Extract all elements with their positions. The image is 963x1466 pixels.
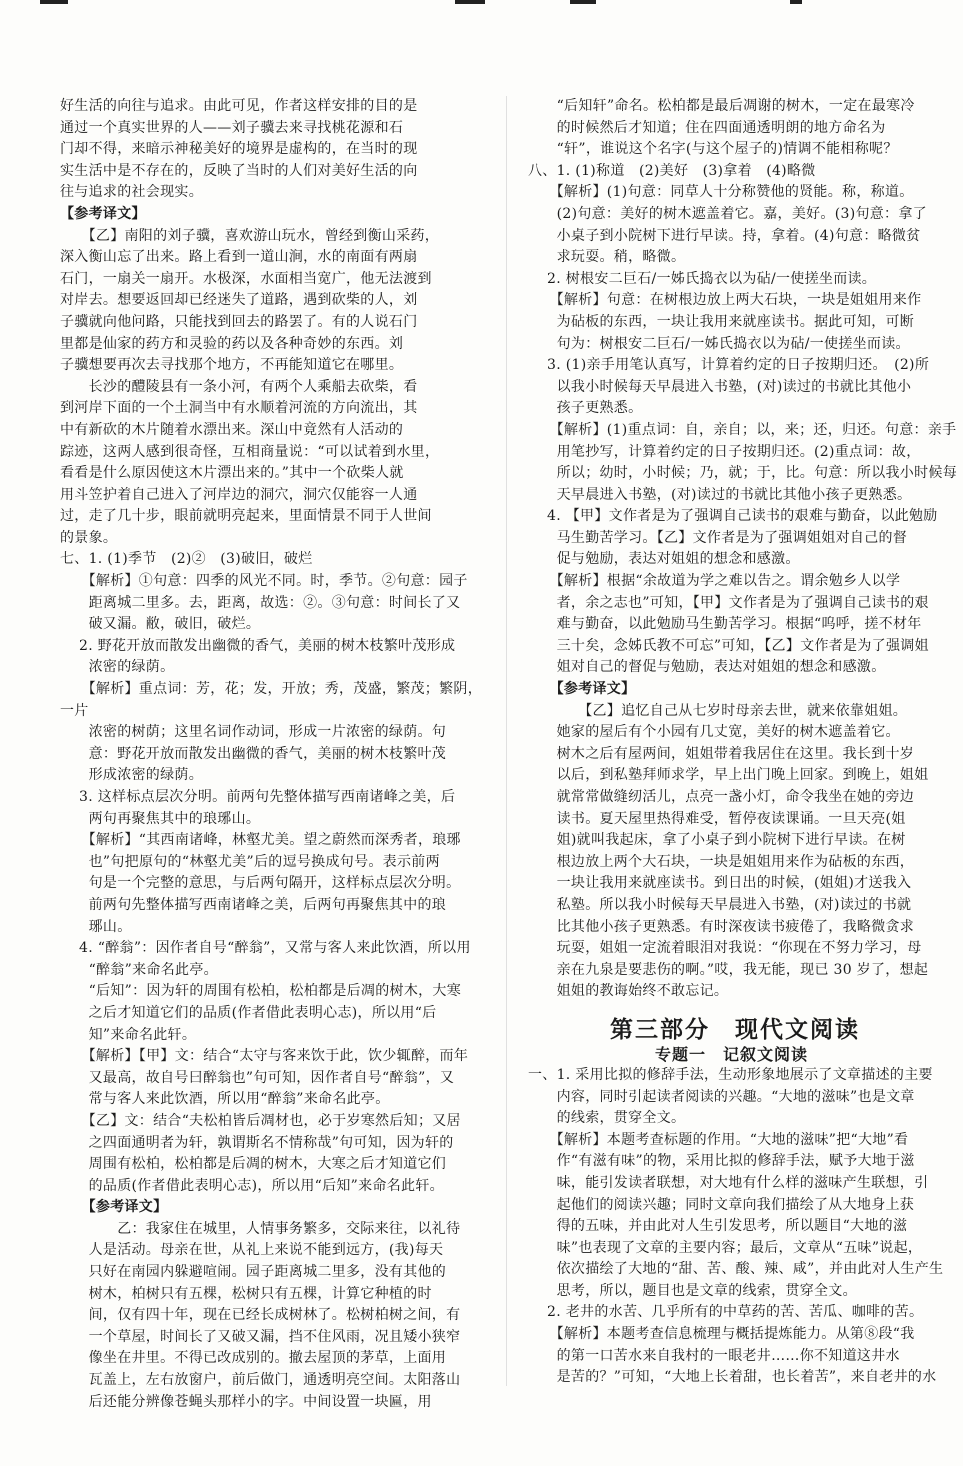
question-7-4: 4. “醉翁”：因作者自号“醉翁”，又常与客人来此饮酒，所以用 “醉翁”来命名此亭。 “后知”：因为轩的周围有松柏，松柏都是后凋的树木，大寒 之后才知道它们的品质(作者借此表明心志)，所以用“后 知”来命名此轩。 — [79, 940, 471, 1043]
part-title: 第三部分 现代文阅读 — [610, 1017, 860, 1043]
question-7-3: 3. 这样标点层次分明。前两句先整体描写西南诸峰之美，后 两句再聚焦其中的琅琊山。 — [79, 789, 456, 827]
translation-paragraph-2: 乙：我家住在城里，人情事务繁多，交际来往，以礼待 人是活动。母亲在世，从礼上来说不能到远方，(我)每天 只好在南园内躲避喧闹。园子距离城二里多，没有其他的 树木，柏树只有五棵，松树只有五棵，计算它种植的时 间，仅有四十年，现在已经长成树林了。松树柏树之间，有 一个草屋，时间长了又破又漏，挡不住风雨，况且矮小狭窄 像坐在井里。不得已改成别的。撤去屋顶的茅草，上面用 瓦盖上，左右放窗户，前后做门，通透明亮空间。太阳落山 后还能分辨像苍蝇头那样小的字。中间设置一块匾，用 — [88, 1220, 461, 1410]
question-7-2-analysis: 【解析】重点词：芳，花；发，开放；秀，茂盛，繁茂；繁阴，一片 浓密的树荫；这里名词作动词，形成一片浓密的绿荫。句 意：野花开放而散发出幽微的香气，美丽的树木枝繁叶茂 形成浓密的绿荫。 — [60, 681, 482, 784]
scan-top-marks — [0, 0, 963, 8]
question-1-2: 2. 老井的水苦、几乎所有的中草药的苦、苦瓜、咖啡的苦。 — [528, 1304, 924, 1321]
ref-translation-label: 【参考译文】 — [60, 205, 146, 222]
translation-paragraph-right: 【乙】追忆自己从七岁时母亲去世，就来依靠姐姐。 她家的屋后有个小园有几丈宽，美好的树木遮盖着它。 树木之后有屋两间，姐姐带着我居住在这里。我长到十岁 以后，到私塾拜师求学，早上出门晚上回家。到晚上，姐姐 就常常做缝纫活儿，点亮一盏小灯，命令我坐在她的旁边 读书。夏天屋里热得难受，暂停夜读课诵。一旦天亮(姐 姐)就叫我起床，拿了小桌子到小院树下进行早读。在树 根边放上两个大石块，一块是姐姐用来作为砧板的东西， 一块让我用来就座读书。到日出的时候，(姐姐)才送我入 私塾。所以我小时候每天早晨进入书塾，(对)读过的书就 比其他小孩子更熟悉。有时深夜读书疲倦了，我略微贪求 玩耍，姐姐一定流着眼泪对我说：“你现在不努力学习，母 亲在九泉是要悲伤的啊。”哎，我无能，现已 30 岁了，想起 姐姐的教诲始终不敢忘记。 — [556, 702, 929, 1000]
question-8-4: 4. 【甲】文作者是为了强调自己读书的艰难与勤奋，以此勉励 马生勤苦学习。【乙】文作者是为了强调姐姐对自己的督 促与勉励，表达对姐姐的想念和感激。 — [547, 508, 938, 568]
question-8-3-analysis: 【解析】(1)重点词：自，亲自；以，来；还，归还。句意：亲手 用笔抄写，计算着约定的日子按期归还。(2)重点词：故， 所以；幼时，小时候；乃，就；于，比。句意：所以我小时候每 天早晨进入书塾，(对)读过的书就比其他小孩子更熟悉。 — [556, 421, 957, 503]
question-8-1-analysis: 【解析】(1)句意：同草人十分称赞他的贤能。称，称道。 (2)句意：美好的树木遮盖着它。嘉，美好。(3)句意：拿了 小桌子到小院树下进行早读。持，拿着。(4)句意：略微贫 求玩耍。稍，略微。 — [556, 184, 927, 266]
question-7-2: 2. 野花开放而散发出幽微的香气，美丽的树木枝繁叶茂形成 浓密的绿荫。 — [79, 637, 456, 676]
right-column — [528, 96, 963, 1389]
question-1-1-analysis: 【解析】本题考查标题的作用。“大地的滋味”把“大地”看 作“有滋有味”的物，采用比拟的修辞手法，赋予大地于滋 味，能引发读者联想，对大地有什么样的滋味产生联想，引 起他们的阅读兴趣；同时文章向我们描绘了从大地身上获 得的五味，并由此对人生引发思考，所以题目“大地的滋 味”也表现了文章的主要内容；最后，文章从“五味”说起， 依次描绘了大地的“甜、苦、酸、辣、咸”，并由此对人生产生 思考，所以，题目也是文章的线索，贯穿全文。 — [556, 1131, 944, 1299]
ref-translation-label-2: 【参考译文】 — [60, 1199, 168, 1216]
question-7-1-analysis: 【解析】①句意：四季的风光不同。时，季节。②句意：园子 距离城二里多。去，距离，故选：②。③句意：时间长了又 破又漏。敝，破旧，破烂。 — [88, 573, 468, 633]
question-1-2-analysis: 【解析】本题考查信息梳理与概括提炼能力。从第⑧段“我 的第一口苦水来自我村的一眼老井……你不知道这井水 是苦的？”可知，“大地上长着甜，也长着苦”，来自老井的水 — [556, 1326, 937, 1386]
question-8-2: 2. 树根安二巨石/一姊氏捣衣以为砧/一使搓坐而读。 — [528, 270, 877, 287]
question-8-2-analysis: 【解析】句意：在树根边放上两大石块，一块是姐姐用来作 为砧板的东西，一块让我用来就座读书。据此可知，可断 句为：树根安二巨石/一姊氏捣衣以为砧/一使搓坐而读。 — [556, 292, 922, 352]
ref-translation-label-right: 【参考译文】 — [528, 681, 636, 698]
question-1-1: 一、1. 采用比拟的修辞手法，生动形象地展示了文章描述的主要 内容，同时引起读者阅读的兴趣。“大地的滋味”也是文章 的线索，贯穿全文。 — [528, 1066, 933, 1127]
topic-title: 专题一 记叙文阅读 — [655, 1045, 809, 1064]
question-7-1: 七、1. (1)季节 (2)② (3)破旧，破烂 — [60, 551, 313, 568]
left-column — [60, 96, 484, 1413]
question-8-3: 3. (1)亲手用笔认真写，计算着约定的日子按期归还。 (2)所 以我小时候每天早晨进入书塾，(对)读过的书就比其他小 孩子更熟悉。 — [547, 357, 930, 417]
intro-paragraph: 好生活的向往与追求。由此可见，作者这样安排的目的是 通过一个真实世界的人——刘子骥去来寻找桃花源和石 门却不得，来暗示神秘美好的境界是虚构的，在当时的现 实生活中是不存在的，反映了当时的人们对美好生活的向 往与追求的社会现实。 — [60, 98, 418, 201]
continued-translation: “后知轩”命名。松柏都是最后凋谢的树木，一定在最寒冷 的时候然后才知道；住在四面通透明朗的地方命名为 “轩”，谁说这个名字(与这个屋子的)情调不能相称呢？ — [556, 98, 915, 158]
question-8-1: 八、1. (1)称道 (2)美好 (3)拿着 (4)略微 — [528, 162, 816, 179]
question-7-3-analysis: 【解析】“其西南诸峰，林壑尤美。望之蔚然而深秀者，琅琊 也”句把原句的“林壑尤美”后的逗号换成句号。表示前两 句是一个完整的意思，与后两句隔开，这样标点层次分明。 前两句先整体描写西南诸峰之美，后两句再聚焦其中的琅 琊山。 — [88, 832, 461, 935]
column-divider — [506, 96, 507, 1386]
translation-paragraph: 【乙】南阳的刘子骥，喜欢游山玩水，曾经到衡山采药， 深入衡山忘了出来。路上看到一道山涧，水的南面有两扇 石门，一扇关一扇开。水极深，水面相当宽广，他无法渡到 对岸去。想要返回却已经迷失了道路，遇到砍柴的人，刘 子骥就向他问路，只能找到回去的路罢了。有的人说石门 里都是仙家的药方和灵验的药以及各种奇妙的东西。刘 子骥想要再次去寻找那个地方，不再能知道它在哪里。 长沙的醴陵县有一条小河，有两个人乘船去砍柴，看 到河岸下面的一个土洞当中有水顺着河流的方向流出，其 中有新砍的木片随着水漂出来。深山中竟然有人活动的 踪迹，这两人感到很奇怪，互相商量说：“可以试着到水里， 看看是什么原因使这木片漂出来的。”其中一个砍柴人就 用斗笠护着自己进入了河岸边的洞穴，洞穴仅能容一人通 过，走了几十步，眼前就明亮起来，里面情景不同于人世间 的景象。 — [60, 227, 440, 546]
question-8-4-analysis: 【解析】根据“余故道为学之难以告之。谓余勉乡人以学 者，余之志也”可知，【甲】文作者是为了强调自己读书的艰 难与勤奋，以此勉励马生勤苦学习。根据“呜呼，搓不材年 三十矣，念姊氏教不可忘”可知，【乙】文作者是为了强调姐 姐对自己的督促与勉励，表达对姐姐的想念和感激。 — [556, 573, 929, 676]
question-7-4-analysis: 【解析】【甲】文：结合“太守与客来饮于此，饮少辄醉，而年 又最高，故自号曰醉翁也”句可知，因作者自号“醉翁”，又 常与客人来此饮酒，所以用“醉翁”来命名此亭。 【乙】文：结合“夫松柏皆后凋材也，必于岁寒然后知；又居 之四面通明者为轩，孰谓斯名不情称哉”句可知，因为轩的 周围有松柏，松柏都是后凋的树木，大寒之后才知道它们 的品质(作者借此表明心志)，所以用“后知”来命名此轩。 — [88, 1048, 469, 1194]
